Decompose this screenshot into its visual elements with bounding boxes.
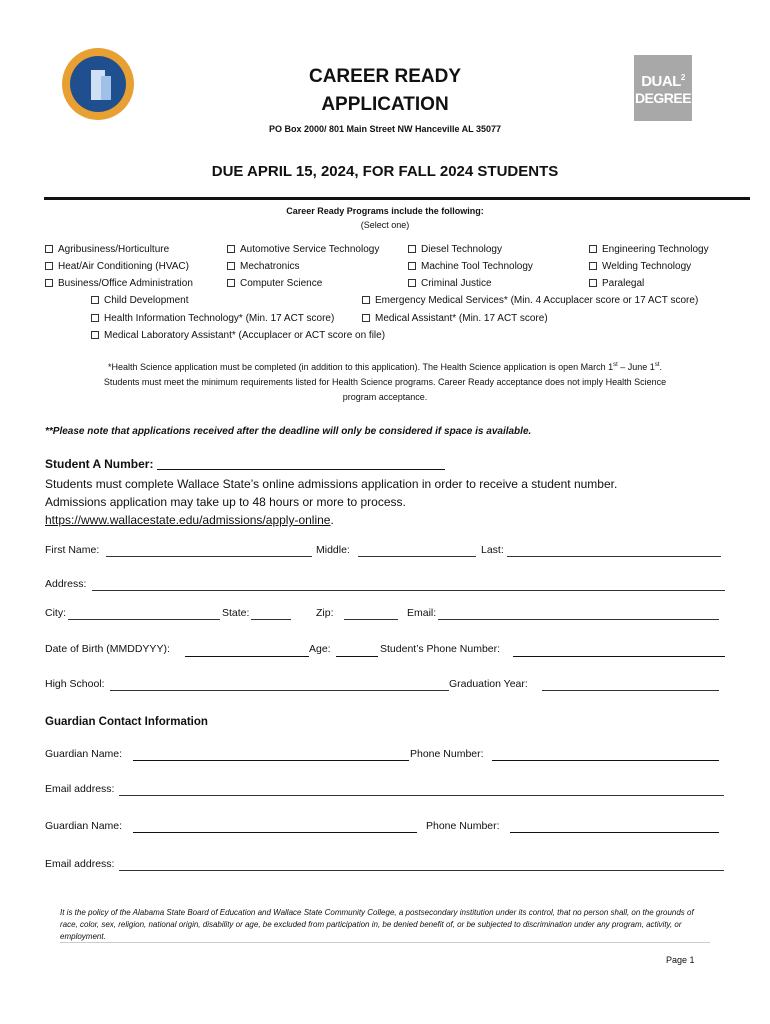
checkbox[interactable] <box>227 245 235 253</box>
program-label: Medical Laboratory Assistant* (Accuplacer or ACT score on file) <box>104 330 386 341</box>
program-label: Engineering Technology <box>602 244 709 255</box>
last-name-field[interactable] <box>507 556 721 557</box>
grad-year-field[interactable] <box>542 690 719 691</box>
checkbox[interactable] <box>45 262 53 270</box>
student-number-row <box>45 457 445 471</box>
guardian-heading: Guardian Contact Information <box>45 716 208 728</box>
program-label: Child Development <box>104 295 189 306</box>
email-field[interactable] <box>438 619 719 620</box>
note-line-1 <box>55 358 715 375</box>
program-label: Emergency Medical Services* (Min. 4 Accuplacer score or 17 ACT score) <box>375 295 699 306</box>
program-label: Criminal Justice <box>421 278 492 289</box>
program-option[interactable] <box>91 330 385 341</box>
program-option[interactable] <box>589 244 709 255</box>
programs-subheading: (Select one) <box>360 220 410 230</box>
program-label: Mechatronics <box>240 261 300 272</box>
guardian-name-field-2[interactable] <box>133 832 417 833</box>
city-label: City: <box>45 607 66 619</box>
title-line-1: CAREER READY <box>308 66 462 87</box>
dob-label: Date of Birth (MMDDYYY): <box>45 643 170 655</box>
instruction-line-2: Admissions application may take up to 48 hours or more to process. <box>45 495 406 509</box>
guardian-email-field-2[interactable] <box>119 870 724 871</box>
note-text-3: . <box>659 362 662 372</box>
guardian-phone-label: Phone Number: <box>410 748 484 760</box>
program-option[interactable] <box>227 261 299 272</box>
note-text-1: *Health Science application must be completed (in addition to this application). The Health Science application is open March 1 <box>107 362 614 372</box>
city-field[interactable] <box>68 619 220 620</box>
link-period: . <box>330 513 334 527</box>
program-option[interactable] <box>45 261 189 272</box>
program-label: Computer Science <box>240 278 323 289</box>
dob-field[interactable] <box>185 656 309 657</box>
program-label: Agribusiness/Horticulture <box>58 244 170 255</box>
note-line-2: Students must meet the minimum requirements listed for Health Science programs. Career Ready acceptance does not imply Health Science <box>103 377 667 387</box>
checkbox[interactable] <box>589 279 597 287</box>
program-label: Paralegal <box>602 278 645 289</box>
program-option[interactable] <box>408 244 502 255</box>
student-phone-label: Student’s Phone Number: <box>380 643 501 655</box>
instruction-link-row <box>45 511 725 529</box>
checkbox[interactable] <box>362 314 370 322</box>
student-number-field[interactable] <box>157 458 445 470</box>
program-label: Medical Assistant* (Min. 17 ACT score) <box>375 313 548 324</box>
guardian-email-label-2: Email address: <box>45 858 115 870</box>
guardian-email-label: Email address: <box>45 783 115 795</box>
title-line-2: APPLICATION <box>321 94 449 115</box>
guardian-name-label: Guardian Name: <box>45 748 123 760</box>
checkbox[interactable] <box>589 245 597 253</box>
email-label: Email: <box>407 607 437 619</box>
last-name-label: Last: <box>481 544 504 556</box>
apply-online-link[interactable]: https://www.wallacestate.edu/admissions/apply-online <box>45 513 331 527</box>
guardian-phone-field[interactable] <box>492 760 719 761</box>
nondiscrimination-policy: It is the policy of the Alabama State Board of Education and Wallace State Community College, a postsecondary institution under its control, that no person shall, on the grounds of race, color, sex, religion, national origin, disability or age, be excluded from participation in, be denied benefit of, or be subjected to discrimination under any program, activity, or employment. <box>60 908 694 941</box>
student-phone-field[interactable] <box>513 656 725 657</box>
note-text-2: – June 1 <box>617 362 655 372</box>
checkbox[interactable] <box>408 245 416 253</box>
checkbox[interactable] <box>408 279 416 287</box>
program-option[interactable] <box>91 295 189 306</box>
program-option[interactable] <box>227 244 379 255</box>
program-option[interactable] <box>408 261 533 272</box>
program-label: Health Information Technology* (Min. 17 ACT score) <box>104 313 335 324</box>
middle-name-label: Middle: <box>316 544 350 556</box>
divider <box>44 197 750 200</box>
page-title <box>0 63 770 119</box>
guardian-phone-field-2[interactable] <box>510 832 719 833</box>
page-number: Page 1 <box>666 955 695 965</box>
deadline-warning: **Please note that applications received after the deadline will only be considered if space is available. <box>45 426 532 437</box>
checkbox[interactable] <box>91 296 99 304</box>
program-option[interactable] <box>408 278 492 289</box>
checkbox[interactable] <box>227 262 235 270</box>
checkbox[interactable] <box>408 262 416 270</box>
program-option[interactable] <box>45 244 169 255</box>
checkbox[interactable] <box>589 262 597 270</box>
state-label: State: <box>222 607 250 619</box>
program-option[interactable] <box>362 295 698 306</box>
program-option[interactable] <box>91 313 334 324</box>
high-school-field[interactable] <box>110 690 449 691</box>
checkbox[interactable] <box>91 331 99 339</box>
checkbox[interactable] <box>45 279 53 287</box>
grad-year-label: Graduation Year: <box>449 678 528 690</box>
mailing-address: PO Box 2000/ 801 Main Street NW Hanceville AL 35077 <box>268 124 502 134</box>
logo-right-line1: DUAL <box>641 73 681 90</box>
program-label: Automotive Service Technology <box>240 244 380 255</box>
middle-name-field[interactable] <box>358 556 476 557</box>
program-option[interactable] <box>589 261 691 272</box>
program-option[interactable] <box>227 278 322 289</box>
programs-heading: Career Ready Programs include the following: <box>286 206 484 216</box>
instruction-line-1: Students must complete Wallace State’s online admissions application in order to receive a student number. <box>45 477 618 491</box>
program-option[interactable] <box>45 278 193 289</box>
note-sup-1: st <box>613 362 618 368</box>
zip-field[interactable] <box>344 619 398 620</box>
age-label: Age: <box>309 643 331 655</box>
first-name-field[interactable] <box>106 556 312 557</box>
logo-right-line2: DEGREE <box>634 90 692 106</box>
address-field[interactable] <box>92 590 725 591</box>
program-label: Machine Tool Technology <box>421 261 533 272</box>
program-label: Business/Office Administration <box>58 278 193 289</box>
student-number-label: Student A Number: <box>45 457 154 471</box>
high-school-label: High School: <box>45 678 105 690</box>
program-label: Diesel Technology <box>421 244 502 255</box>
health-science-note <box>55 358 715 405</box>
first-name-label: First Name: <box>45 544 100 556</box>
checkbox[interactable] <box>45 245 53 253</box>
zip-label: Zip: <box>316 607 334 619</box>
student-instructions <box>45 475 725 529</box>
state-field[interactable] <box>251 619 291 620</box>
program-label: Welding Technology <box>602 261 692 272</box>
note-line-3: program acceptance. <box>342 392 428 402</box>
guardian-name-field[interactable] <box>133 760 409 761</box>
program-option[interactable] <box>589 278 644 289</box>
footer-divider <box>60 942 710 943</box>
program-label: Heat/Air Conditioning (HVAC) <box>58 261 189 272</box>
checkbox[interactable] <box>91 314 99 322</box>
guardian-phone-label-2: Phone Number: <box>426 820 500 832</box>
age-field[interactable] <box>336 656 378 657</box>
checkbox[interactable] <box>362 296 370 304</box>
guardian-name-label-2: Guardian Name: <box>45 820 123 832</box>
due-date-heading: DUE APRIL 15, 2024, FOR FALL 2024 STUDENTS <box>211 163 559 180</box>
logo-right-sup: 2 <box>680 73 685 82</box>
checkbox[interactable] <box>227 279 235 287</box>
program-option[interactable] <box>362 313 548 324</box>
guardian-email-field[interactable] <box>119 795 724 796</box>
note-sup-2: st <box>654 362 660 368</box>
address-label: Address: <box>45 578 87 590</box>
